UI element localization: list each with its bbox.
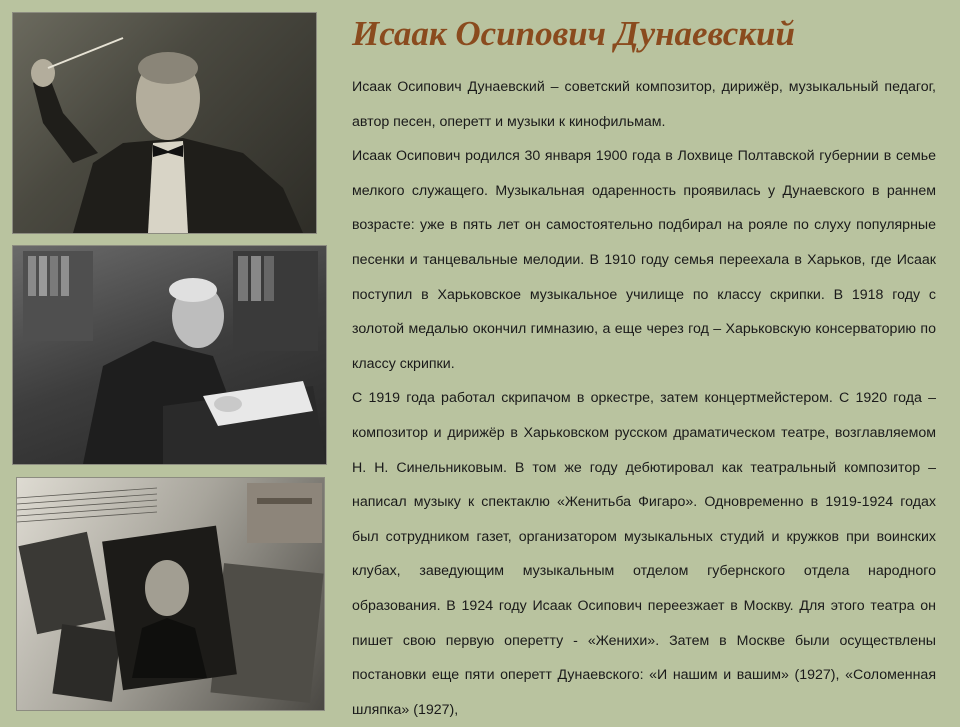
photo-conductor: [12, 12, 317, 234]
page-title: Исаак Осипович Дунаевский: [352, 14, 795, 53]
photo-composer-writing: [12, 245, 327, 465]
paragraph-intro: Исаак Осипович Дунаевский – советский композитор, дирижёр, музыкальный педагог, автор песен, оперетт и музыки к кинофильмам.: [352, 79, 936, 130]
paragraph-early-life: Исаак Осипович родился 30 января 1900 года в Лохвице Полтавской губернии в семье мелкого служащего. Музыкальная одаренность проявилась у Дунаевского в раннем возрасте: уже в пять лет он самостоятельно подбирал на рояле по слуху популярные песенки и танцевальные мелодии. В 1910 году семья переехала в Харьков, где Исаак поступил в Харьковское музыкальное училище по классу скрипки. В 1918 году с золотой медалью окончил гимназию, а еще через год – Харьковскую консерваторию по классу скрипки.: [352, 148, 936, 372]
paragraph-career: С 1919 года работал скрипачом в оркестре, затем концертмейстером. С 1920 года – композитор и дирижёр в Харьковском русском драматическом театре, возглавляемом Н. Н. Синельниковым. В том же году дебютировал как театральный композитор – написал музыку к спектаклю «Женитьба Фигаро». Одновременно в 1919-1924 годах был сотрудником газет, организатором музыкальных студий и кружков при воинских клубах, заведующим музыкальным отделом губернского отдела народного образования. В 1924 году Исаак Осипович переезжает в Москву. Для этого театра он пишет свою первую оперетту - «Женихи». Затем в Москве были осуществлены постановки еще пяти оперетт Дунаевского: «И нашим и вашим» (1927), «Соломенная шляпка» (1927),: [352, 390, 936, 718]
photo-collage: [16, 477, 325, 711]
biography-text: [352, 70, 936, 727]
